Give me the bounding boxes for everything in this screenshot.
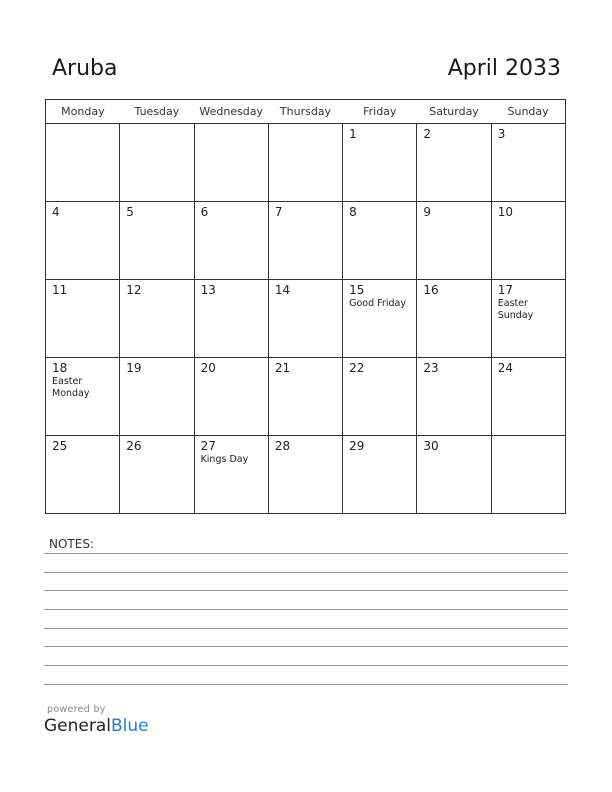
day-cell [46, 358, 120, 436]
note-line [44, 609, 568, 610]
day-number: 30 [423, 439, 439, 453]
day-cell [491, 124, 565, 202]
day-cell [491, 280, 565, 358]
day-cell [120, 358, 194, 436]
day-cell [417, 202, 491, 280]
powered-by-text: powered by [47, 704, 106, 715]
day-number: 18 [52, 361, 68, 375]
day-cell [268, 280, 342, 358]
day-number: 12 [126, 283, 142, 297]
weekday-friday: Friday [343, 100, 417, 124]
calendar-grid [45, 99, 566, 514]
notes-label: NOTES: [49, 537, 94, 551]
day-cell [417, 280, 491, 358]
logo-text-blue: Blue [111, 716, 149, 736]
day-number: 24 [497, 361, 513, 375]
day-cell [417, 436, 491, 514]
day-cell [194, 436, 268, 514]
empty-day-cell [120, 124, 194, 202]
day-number: 27 [200, 439, 216, 453]
day-cell [120, 436, 194, 514]
weekday-tuesday: Tuesday [120, 100, 194, 124]
day-number: 8 [349, 205, 357, 219]
empty-day-cell [491, 436, 565, 514]
day-number: 3 [497, 127, 506, 141]
day-number: 2 [423, 127, 432, 141]
calendar-week-row [46, 358, 566, 436]
day-number: 4 [52, 205, 60, 219]
day-number: 20 [200, 361, 216, 375]
day-cell [417, 124, 491, 202]
day-cell [343, 124, 417, 202]
day-cell [343, 280, 417, 358]
day-cell [194, 280, 268, 358]
logo-text-general: General [44, 716, 111, 736]
day-cell [194, 358, 268, 436]
day-number: 22 [349, 361, 365, 375]
day-number: 13 [200, 283, 216, 297]
day-cell [268, 358, 342, 436]
calendar-month-title: April 2033 [447, 56, 561, 81]
calendar-country-title: Aruba [52, 56, 118, 81]
calendar-week-row [46, 436, 566, 514]
day-number: 23 [423, 361, 439, 375]
calendar-week-row [46, 280, 566, 358]
weekday-saturday: Saturday [417, 100, 491, 124]
day-number: 19 [126, 361, 142, 375]
holiday-label: Good Friday [349, 298, 406, 309]
holiday-label: Kings Day [200, 454, 249, 465]
day-cell [120, 202, 194, 280]
day-number: 1 [349, 127, 357, 141]
day-cell [343, 436, 417, 514]
note-line [44, 665, 568, 666]
day-number: 15 [349, 283, 365, 297]
day-cell [268, 202, 342, 280]
day-cell [417, 358, 491, 436]
day-number: 29 [349, 439, 365, 453]
day-cell [46, 280, 120, 358]
empty-day-cell [194, 124, 268, 202]
note-line [44, 684, 568, 685]
day-cell [343, 202, 417, 280]
day-number: 11 [52, 283, 68, 297]
day-cell [194, 202, 268, 280]
day-cell [46, 436, 120, 514]
empty-day-cell [46, 124, 120, 202]
day-number: 25 [52, 439, 68, 453]
day-number: 17 [497, 283, 513, 297]
empty-day-cell [268, 124, 342, 202]
day-number: 7 [274, 205, 283, 219]
day-cell [268, 436, 342, 514]
note-line [44, 590, 568, 591]
calendar-week-row [46, 202, 566, 280]
holiday-label: Easter Monday [52, 376, 90, 399]
generalblue-logo[interactable] [44, 716, 149, 736]
calendar-week-row [46, 124, 566, 202]
day-number: 26 [126, 439, 142, 453]
weekday-header-row [46, 100, 566, 124]
day-cell [120, 280, 194, 358]
note-line [44, 553, 568, 554]
day-number: 10 [497, 205, 513, 219]
weekday-thursday: Thursday [268, 100, 342, 124]
day-number: 9 [423, 205, 432, 219]
day-cell [491, 358, 565, 436]
note-line [44, 628, 568, 629]
day-number: 21 [274, 361, 291, 375]
day-number: 5 [126, 205, 134, 219]
note-line [44, 646, 568, 647]
weekday-sunday: Sunday [491, 100, 565, 124]
day-number: 28 [274, 439, 291, 453]
day-cell [46, 202, 120, 280]
weekday-monday: Monday [46, 100, 120, 124]
day-number: 16 [423, 283, 439, 297]
day-cell [343, 358, 417, 436]
holiday-label: Easter Sunday [497, 298, 534, 321]
day-number: 6 [200, 205, 209, 219]
day-number: 14 [274, 283, 291, 297]
day-cell [491, 202, 565, 280]
note-line [44, 572, 568, 573]
weekday-wednesday: Wednesday [194, 100, 268, 124]
